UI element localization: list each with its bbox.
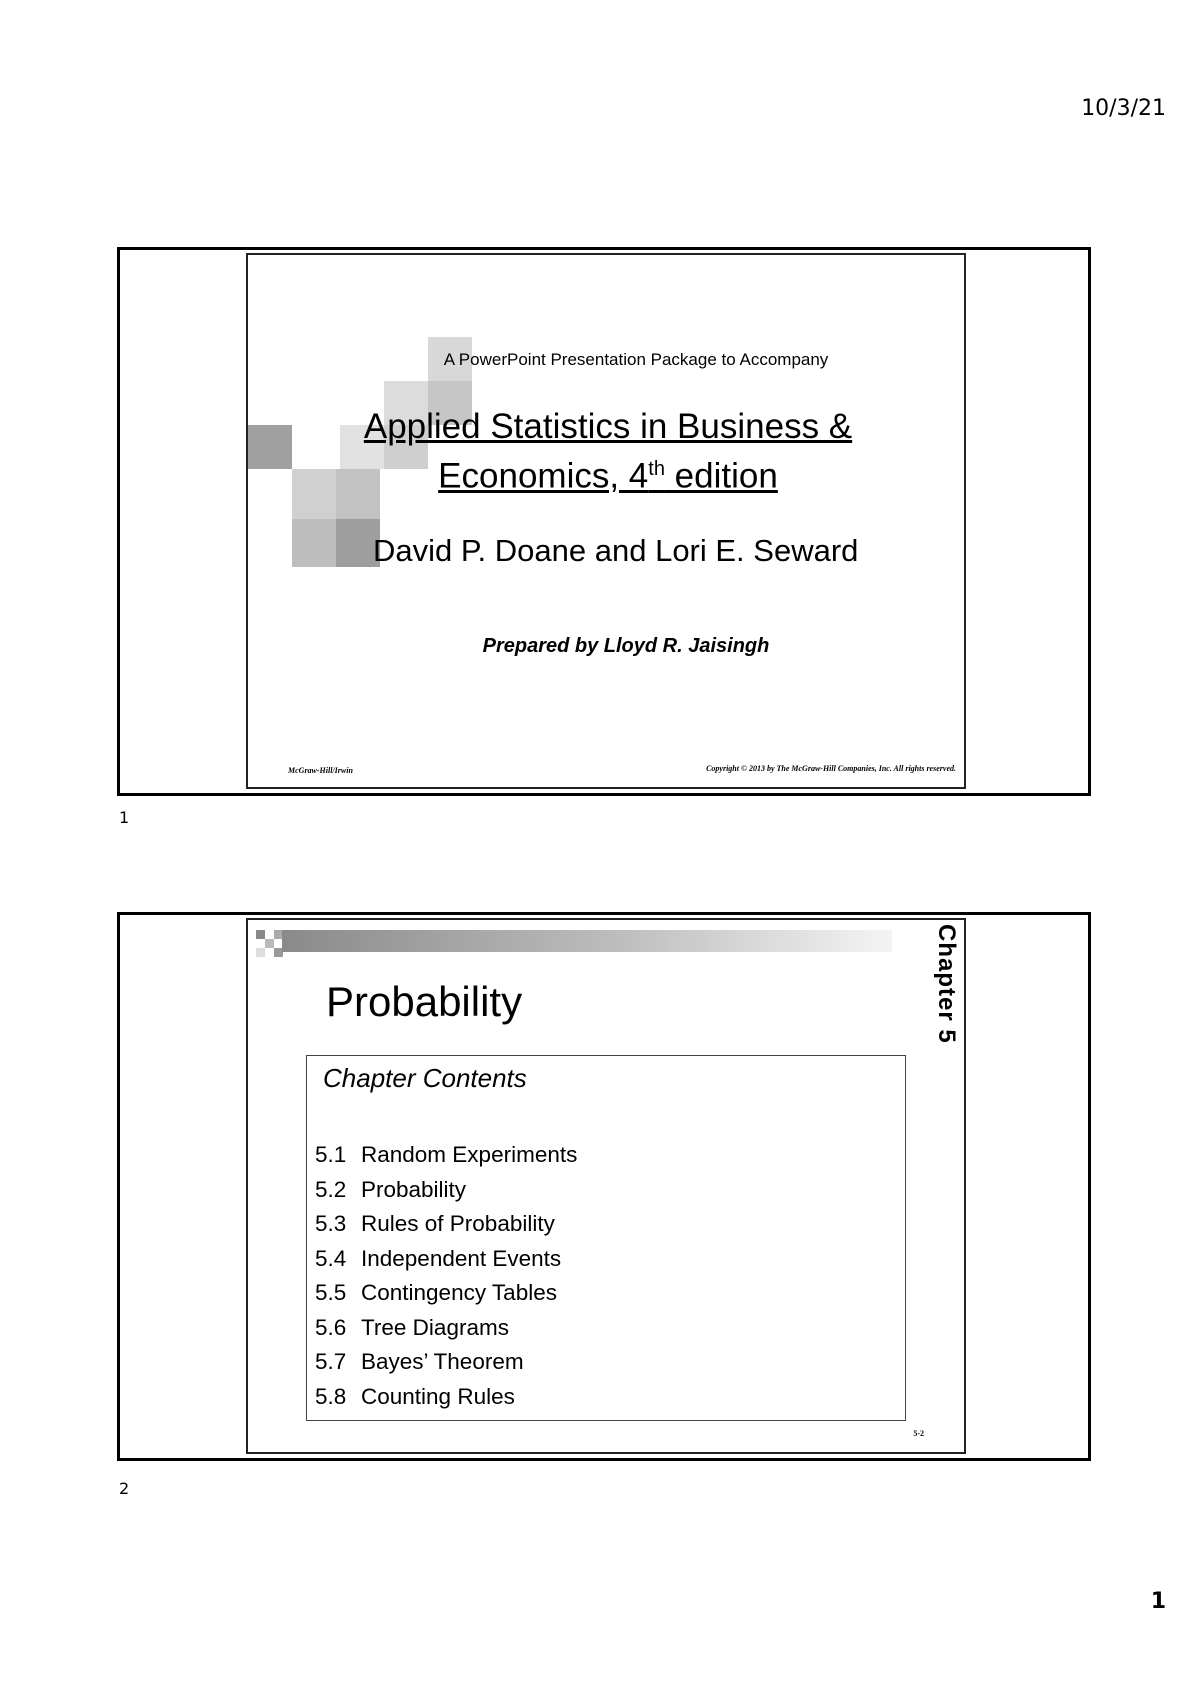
contents-item-label: Bayes’ Theorem (361, 1349, 524, 1374)
slide-1 (246, 253, 966, 789)
contents-item-label: Probability (361, 1176, 467, 1202)
title-line-1: Applied Statistics in Business & (363, 407, 853, 446)
decorative-square (265, 939, 274, 948)
slide-number-1: 1 (119, 808, 130, 827)
contents-item-number: 5.8 (315, 1383, 347, 1409)
contents-item (315, 1138, 577, 1173)
contents-item-label: Tree Diagrams (361, 1314, 509, 1340)
header-gradient-bar (282, 930, 892, 952)
contents-item-label: Independent Events (361, 1245, 562, 1271)
contents-item-number: 5.5 (315, 1280, 347, 1305)
slide-title: Probability (326, 978, 523, 1025)
prepared-by: Prepared by Lloyd R. Jaisingh (482, 635, 770, 657)
contents-item (315, 1207, 577, 1242)
contents-item (315, 1345, 577, 1380)
decorative-square (248, 425, 292, 469)
copyright: Copyright © 2013 by The McGraw-Hill Companies, Inc. All rights reserved. (706, 764, 956, 773)
slide-code: 5-2 (913, 1429, 924, 1438)
contents-list (315, 1138, 577, 1414)
contents-title: Chapter Contents (323, 1063, 527, 1093)
contents-item (315, 1380, 577, 1415)
contents-item-label: Contingency Tables (361, 1280, 557, 1305)
chapter-label: Chapter 5 (933, 924, 960, 1044)
contents-box (306, 1055, 906, 1421)
slide-authors: David P. Doane and Lori E. Seward (373, 533, 859, 568)
slide-frame-1 (117, 247, 1091, 796)
publisher: McGraw-Hill/Irwin (288, 766, 353, 775)
slide-intro-text: A PowerPoint Presentation Package to Accompany (443, 350, 829, 369)
contents-item (315, 1276, 577, 1311)
contents-item (315, 1173, 577, 1208)
header-date: 10/3/21 (1081, 96, 1166, 121)
contents-item-number: 5.1 (315, 1142, 347, 1167)
slide-frame-2 (117, 912, 1091, 1461)
decorative-square (256, 930, 265, 939)
slide-title (308, 405, 908, 498)
contents-item-number: 5.3 (315, 1211, 347, 1236)
contents-item-number: 5.6 (315, 1314, 347, 1340)
contents-item-label: Counting Rules (361, 1383, 515, 1409)
slide-number-2: 2 (119, 1479, 130, 1498)
contents-item-label: Rules of Probability (361, 1211, 555, 1236)
contents-item-number: 5.4 (315, 1245, 347, 1271)
contents-item-number: 5.7 (315, 1349, 347, 1374)
title-line-2: Economics, 4th edition (438, 456, 778, 496)
contents-item (315, 1311, 577, 1346)
decorative-square (256, 948, 265, 957)
contents-item-number: 5.2 (315, 1176, 347, 1202)
slide-2 (246, 918, 966, 1454)
page-number: 1 (1150, 1589, 1166, 1614)
contents-item-label: Random Experiments (361, 1142, 578, 1167)
decorative-square (292, 519, 336, 567)
contents-item (315, 1242, 577, 1277)
